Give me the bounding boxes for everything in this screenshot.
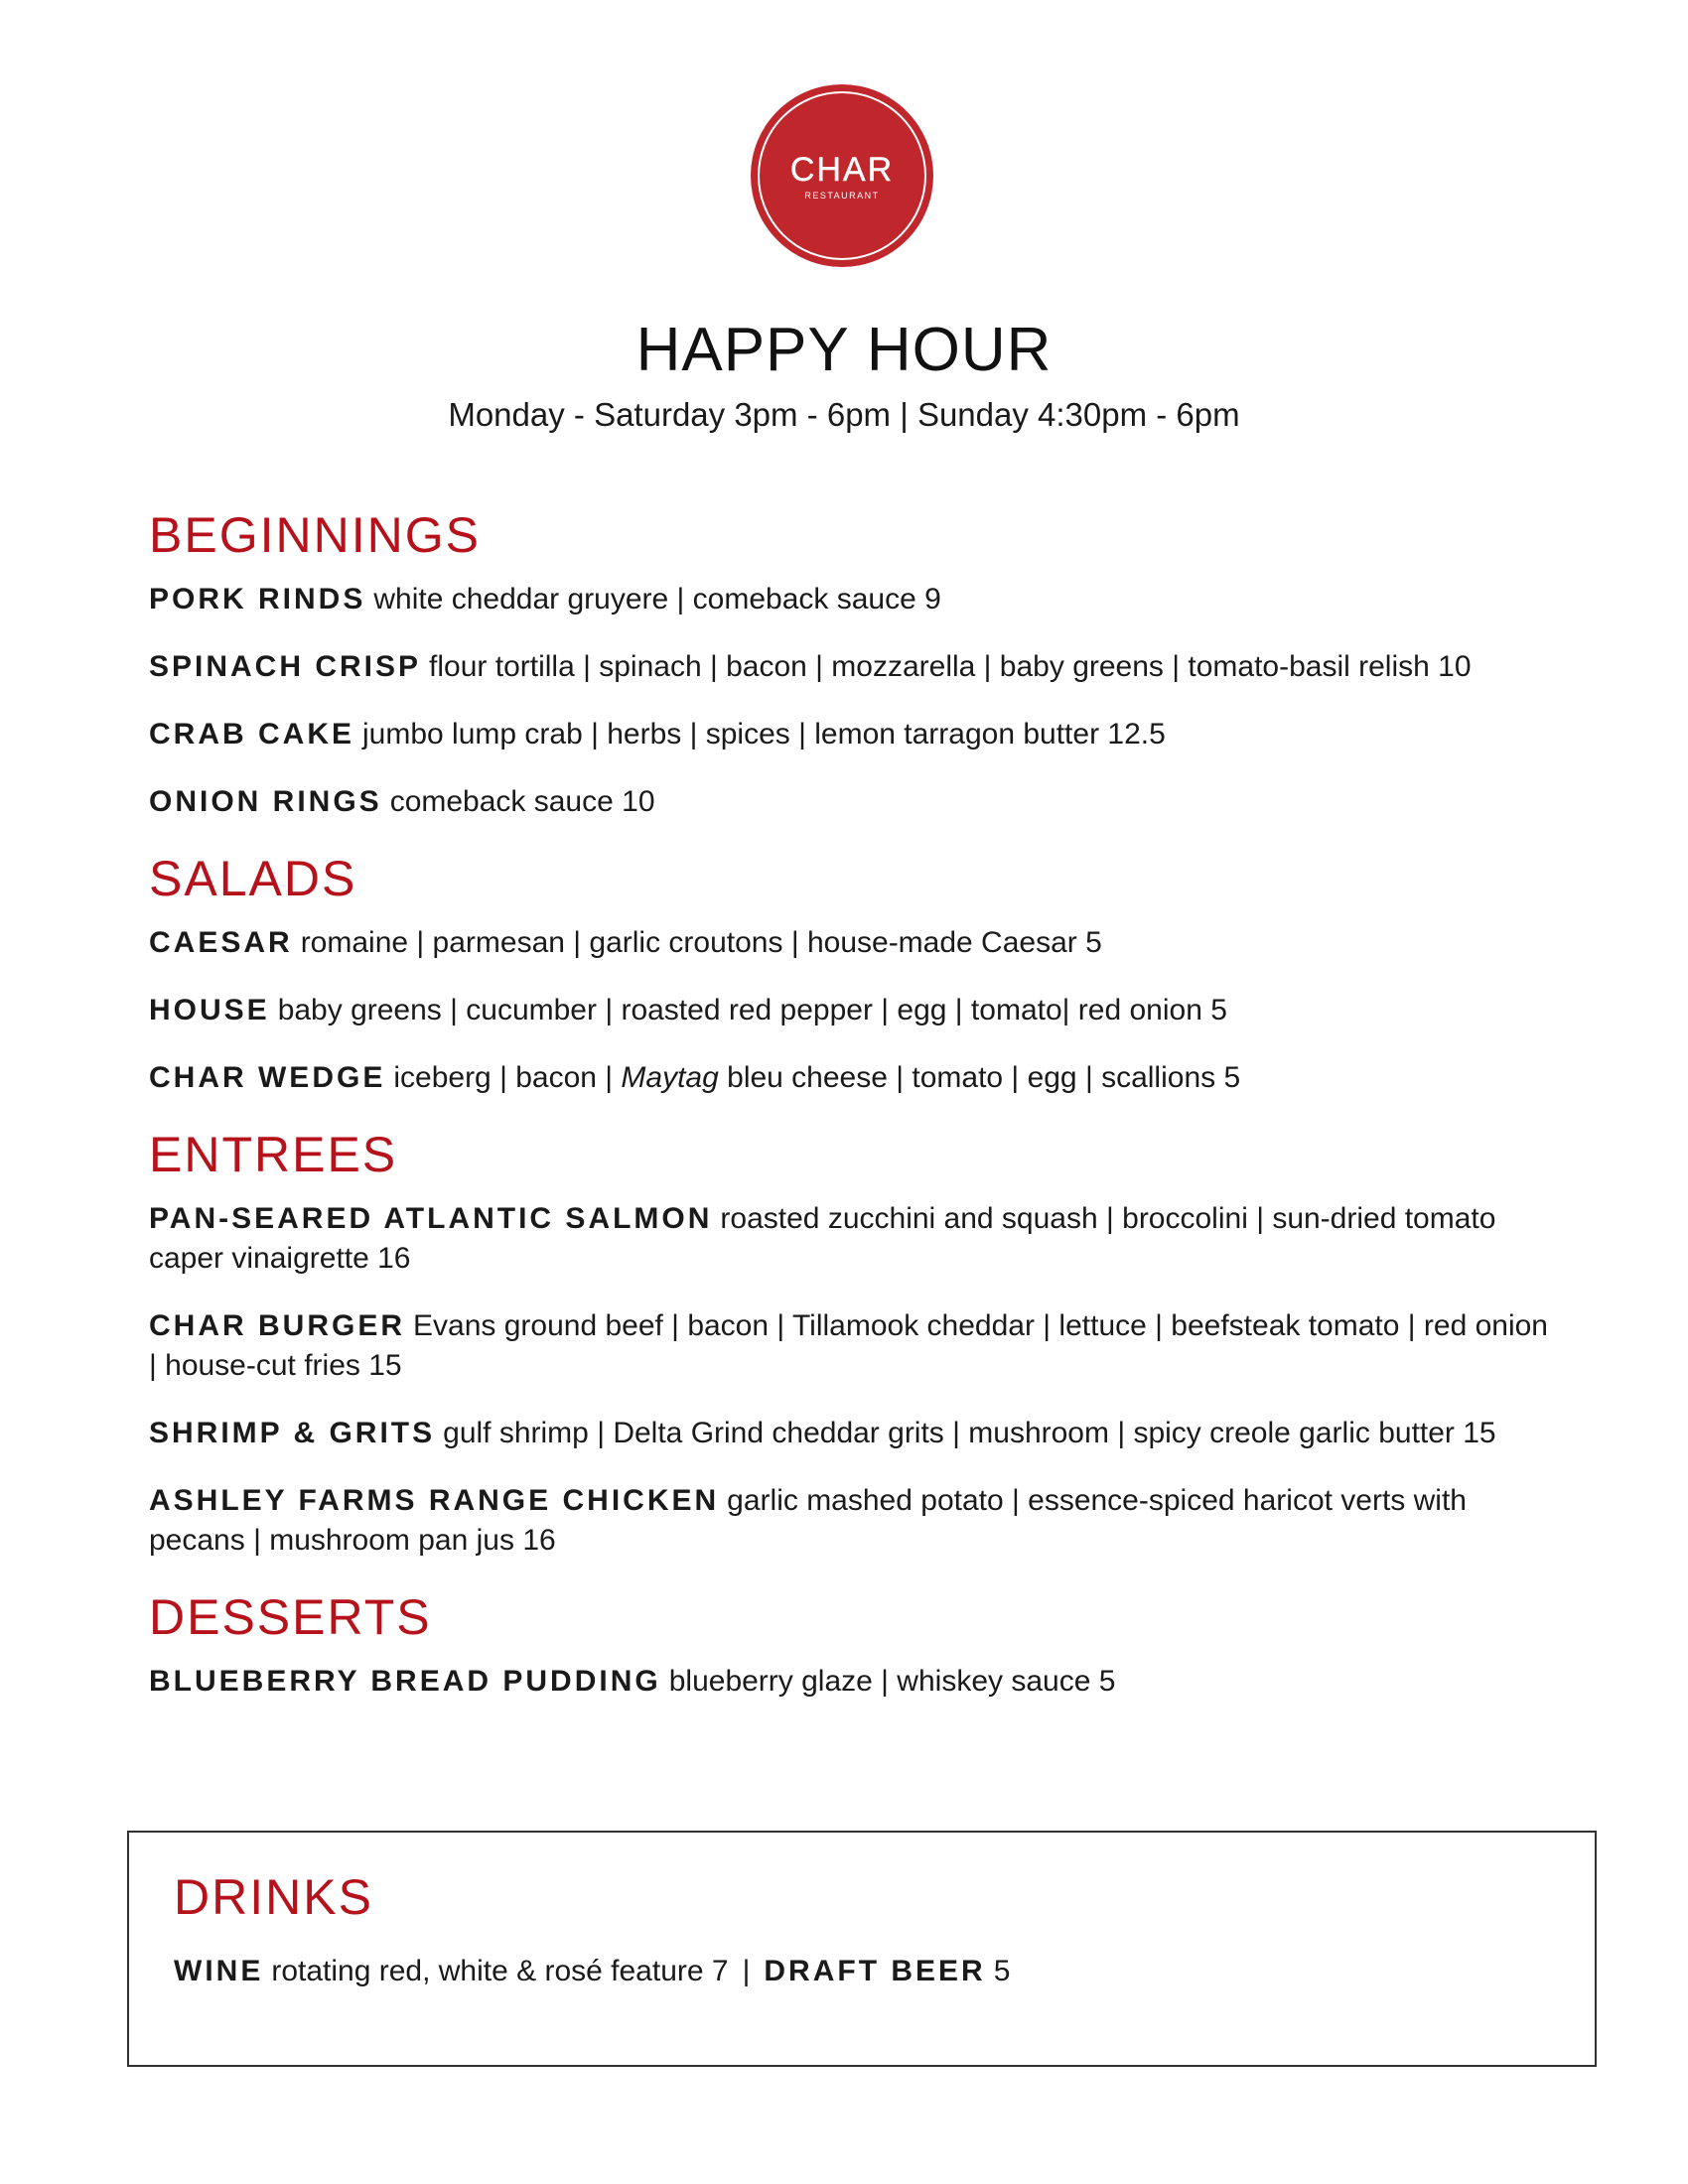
item-name: PORK RINDS bbox=[149, 583, 366, 615]
drinks-separator: | bbox=[742, 1955, 751, 1987]
section-entrees bbox=[149, 1126, 1559, 1561]
drink-beer-description: 5 bbox=[993, 1955, 1011, 1987]
section-heading: ENTREES bbox=[149, 1127, 398, 1182]
item-name: SHRIMP & GRITS bbox=[149, 1417, 436, 1449]
section-beginnings bbox=[149, 506, 1559, 822]
item-description-part: iceberg | bacon | bbox=[393, 1061, 622, 1094]
menu-item-range-chicken bbox=[149, 1481, 1559, 1561]
item-description bbox=[393, 1061, 1240, 1094]
item-name: PAN-SEARED ATLANTIC SALMON bbox=[149, 1202, 713, 1235]
drink-wine-description: rotating red, white & rosé feature 7 bbox=[271, 1955, 729, 1987]
char-logo bbox=[750, 83, 934, 268]
logo-emblem bbox=[750, 83, 934, 268]
drinks-line bbox=[174, 1952, 1595, 1991]
hours-line: Monday - Saturday 3pm - 6pm | Sunday 4:30pm - 6pm bbox=[448, 396, 1240, 433]
section-heading: DESSERTS bbox=[149, 1589, 432, 1645]
section-salads bbox=[149, 850, 1559, 1098]
menu-item-crab-cake bbox=[149, 715, 1559, 754]
item-description: jumbo lump crab | herbs | spices | lemon tarragon butter 12.5 bbox=[362, 718, 1166, 751]
item-description: blueberry glaze | whiskey sauce 5 bbox=[668, 1665, 1116, 1698]
item-description: comeback sauce 10 bbox=[389, 785, 655, 818]
page-title: HAPPY HOUR bbox=[635, 316, 1053, 384]
item-description: baby greens | cucumber | roasted red pepper | egg | tomato| red onion 5 bbox=[277, 994, 1227, 1026]
item-name: CRAB CAKE bbox=[149, 718, 354, 751]
logo-brand-text: CHAR bbox=[789, 151, 895, 189]
item-description: Evans ground beef | bacon | Tillamook cheddar | lettuce | beefsteak tomato | red onion | house-cut fries 15 bbox=[149, 1309, 1548, 1382]
item-name: ASHLEY FARMS RANGE CHICKEN bbox=[149, 1484, 720, 1517]
item-description-italic: Maytag bbox=[621, 1061, 719, 1094]
section-heading: DRINKS bbox=[174, 1869, 373, 1925]
item-name: BLUEBERRY BREAD PUDDING bbox=[149, 1665, 661, 1698]
item-name: HOUSE bbox=[149, 994, 270, 1026]
menu-item-shrimp-grits bbox=[149, 1414, 1559, 1453]
item-description: garlic mashed potato | essence-spiced haricot verts with pecans | mushroom pan jus 16 bbox=[149, 1484, 1467, 1557]
item-description: romaine | parmesan | garlic croutons | house-made Caesar 5 bbox=[300, 926, 1102, 959]
menu-body bbox=[149, 506, 1559, 1729]
item-description: white cheddar gruyere | comeback sauce 9 bbox=[373, 583, 941, 615]
menu-item-char-burger bbox=[149, 1306, 1559, 1386]
drink-wine-name: WINE bbox=[174, 1955, 264, 1987]
item-description: roasted zucchini and squash | broccolini | sun-dried tomato caper vinaigrette 16 bbox=[149, 1202, 1496, 1275]
menu-item-house bbox=[149, 991, 1559, 1030]
menu-item-char-wedge bbox=[149, 1058, 1559, 1098]
item-name: CAESAR bbox=[149, 926, 293, 959]
section-heading: BEGINNINGS bbox=[149, 507, 481, 563]
item-description: flour tortilla | spinach | bacon | mozzarella | baby greens | tomato-basil relish 10 bbox=[429, 650, 1472, 683]
drink-beer-name: DRAFT BEER bbox=[764, 1955, 986, 1987]
logo-subtitle-text: RESTAURANT bbox=[804, 191, 880, 201]
menu-item-salmon bbox=[149, 1199, 1559, 1279]
menu-item-pork-rinds bbox=[149, 580, 1559, 619]
item-name: ONION RINGS bbox=[149, 785, 382, 818]
section-heading: SALADS bbox=[149, 851, 357, 906]
item-description-part: bleu cheese | tomato | egg | scallions 5 bbox=[718, 1061, 1241, 1094]
menu-item-bread-pudding bbox=[149, 1662, 1559, 1702]
menu-item-onion-rings bbox=[149, 782, 1559, 822]
menu-item-spinach-crisp bbox=[149, 647, 1559, 687]
section-desserts bbox=[149, 1588, 1559, 1702]
menu-item-caesar bbox=[149, 923, 1559, 963]
item-name: CHAR WEDGE bbox=[149, 1061, 386, 1094]
item-name: SPINACH CRISP bbox=[149, 650, 422, 683]
item-name: CHAR BURGER bbox=[149, 1309, 405, 1342]
drinks-box bbox=[127, 1831, 1597, 2067]
item-description: gulf shrimp | Delta Grind cheddar grits | mushroom | spicy creole garlic butter 15 bbox=[443, 1417, 1496, 1449]
